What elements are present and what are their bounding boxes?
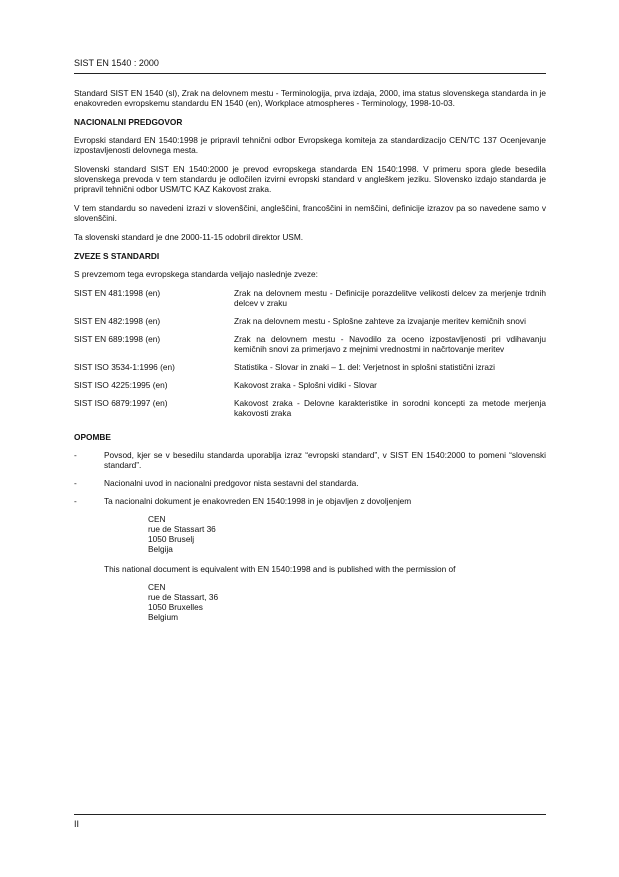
table-row [74,334,546,362]
page-number: II [74,819,80,829]
note-text: Ta nacionalni dokument je enakovreden EN 1540:1998 in je objavljen z dovoljenjem [104,496,412,506]
foreword-heading: NACIONALNI PREDGOVOR [74,117,183,127]
address-line: Belgija [148,544,173,554]
document-body [74,88,546,632]
header-rule [74,73,546,74]
address-line: rue de Stassart 36 [148,524,216,534]
english-equivalence-note: This national document is equivalent with EN 1540:1998 and is published with the permission of [104,564,456,574]
standard-title: Kakovost zraka - Splošni vidiki - Slovar [234,380,377,390]
note-text: Povsod, kjer se v besedilu standarda uporablja izraz “evropski standard”, v SIST EN 1540:2000 to pomeni “slovenski standard”. [104,450,546,470]
standard-title: Zrak na delovnem mestu - Navodilo za oceno izpostavljenosti pri vdihavanju kemičnih snovi za primerjavo z mejnimi vrednostmi in načrtovanje meritev [234,334,546,354]
foreword-paragraph: Ta slovenski standard je dne 2000-11-15 odobril direktor USM. [74,232,304,242]
list-item [74,450,546,470]
list-item [74,496,546,506]
address-line: CEN [148,514,166,524]
cen-address-slovene [148,514,546,554]
foreword-paragraph: Evropski standard EN 1540:1998 je pripravil tehnični odbor Evropskega komiteja za standardizacijo CEN/TC 137 Ocenjevanje izpostavljenosti delovnega mesta. [74,135,546,155]
intro-paragraph: Standard SIST EN 1540 (sl), Zrak na delovnem mestu - Terminologija, prva izdaja, 2000, ima status slovenskega standarda in je enakovreden evropskemu standardu EN 1540 (en), Workplace atmospheres - Terminology, 1998-10-03. [74,88,546,108]
address-line: 1050 Bruselj [148,534,195,544]
standard-code: SIST EN 689:1998 (en) [74,334,161,344]
note-text: Nacionalni uvod in nacionalni predgovor nista sestavni del standarda. [104,478,359,488]
standard-code: SIST ISO 3534-1:1996 (en) [74,362,175,372]
header-standard-code: SIST EN 1540 : 2000 [74,58,159,68]
table-row [74,288,546,316]
standard-title: Zrak na delovnem mestu - Definicije porazdelitve velikosti delcev za merjenje trdnih delcev v zraku [234,288,546,308]
note-dash: - [74,450,77,460]
standard-code: SIST ISO 6879:1997 (en) [74,398,168,408]
note-dash: - [74,478,77,488]
links-lead: S prevzemom tega evropskega standarda veljajo naslednje zveze: [74,269,318,279]
footer-rule [74,814,546,815]
table-row [74,316,546,334]
table-row [74,380,546,398]
standard-code: SIST EN 481:1998 (en) [74,288,161,298]
address-line: 1050 Bruxelles [148,602,203,612]
links-heading: ZVEZE S STANDARDI [74,251,160,261]
standard-title: Statistika - Slovar in znaki – 1. del: Verjetnost in splošni statistični izrazi [234,362,496,372]
standard-title: Zrak na delovnem mestu - Splošne zahteve za izvajanje meritev kemičnih snovi [234,316,526,326]
address-line: rue de Stassart, 36 [148,592,219,602]
cen-address-english [148,582,546,622]
standard-code: SIST EN 482:1998 (en) [74,316,161,326]
address-line: CEN [148,582,166,592]
address-line: Belgium [148,612,178,622]
foreword-paragraph: Slovenski standard SIST EN 1540:2000 je prevod evropskega standarda EN 1540:1998. V primeru spora glede besedila slovenskega prevoda v tem standardu je odločilen izvirni evropski standard v angleškem jeziku. Slovensko izdajo standarda je pripravil tehnični odbor USM/TC KAZ Kakovost zraka. [74,164,546,194]
foreword-paragraph: V tem standardu so navedeni izrazi v slovenščini, angleščini, francoščini in nemščini, definicije izrazov pa so navedene samo v slovenščini. [74,203,546,223]
note-dash: - [74,496,77,506]
notes-heading: OPOMBE [74,432,111,442]
table-row [74,362,546,380]
standard-title: Kakovost zraka - Delovne karakteristike in sorodni koncepti za metode merjenja kakovosti zraka [234,398,546,418]
list-item [74,478,546,488]
standard-code: SIST ISO 4225:1995 (en) [74,380,168,390]
standards-reference-table [74,288,546,426]
table-row [74,398,546,426]
